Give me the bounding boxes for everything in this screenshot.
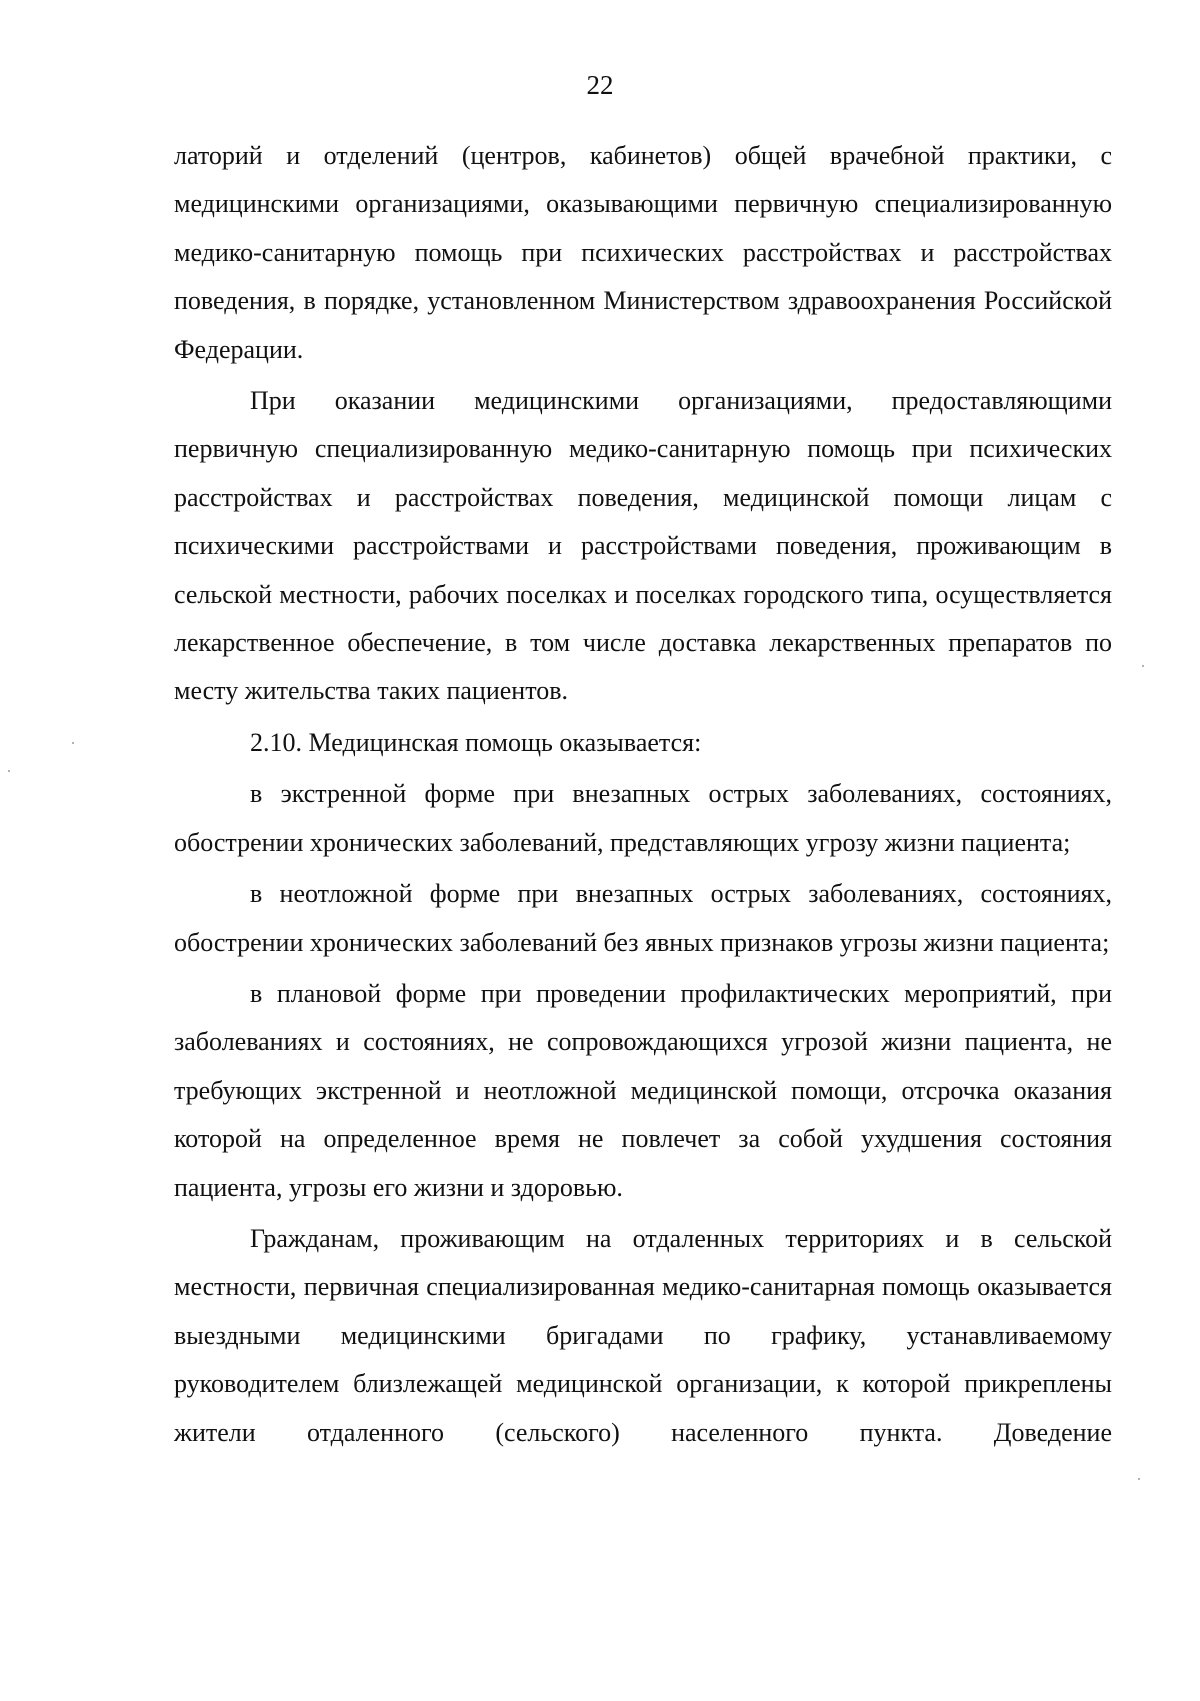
scan-speck — [8, 770, 10, 772]
scan-speck — [1142, 665, 1144, 667]
paragraph-remote-territories: Гражданам, проживающим на отдаленных территориях и в сельской местности, первичная специализированная медико-санитарная помощь оказывается выездными медицинскими бригадами по графику, устанавливаемому руководителем близлежащей медицинской организации, к которой прикреплены жители отдаленного (сельского) населенного пункта. Доведение — [174, 1223, 1112, 1447]
paragraph-section-2-10: 2.10. Медицинская помощь оказывается: — [250, 727, 702, 757]
paragraph-urgent-form: в неотложной форме при внезапных острых заболеваниях, состояниях, обострении хронических заболеваний без явных признаков угрозы жизни пациента; — [174, 879, 1112, 957]
paragraph-planned-form: в плановой форме при проведении профилактических мероприятий, при заболеваниях и состояниях, не сопровождающихся угрозой жизни пациента, не требующих экстренной и неотложной медицинской помощи, отсрочка оказания которой на определенное время не повлечет за собой ухудшения состояния пациента, угрозы его жизни и здоровью. — [174, 978, 1112, 1202]
document-body — [174, 132, 1112, 1457]
paragraph-drug-provision: При оказании медицинскими организациями, предоставляющими первичную специализированную медико-санитарную помощь при психических расстройствах и расстройствах поведения, медицинской помощи лицам с психическими расстройствами и расстройствами поведения, проживающим в сельской местности, рабочих поселках и поселках городского типа, осуществляется лекарственное обеспечение, в том числе доставка лекарственных препаратов по месту жительства таких пациентов. — [174, 386, 1112, 706]
scan-speck — [1138, 1478, 1140, 1480]
page-number: 22 — [586, 70, 614, 100]
paragraph-continuation: латорий и отделений (центров, кабинетов) общей врачебной практики, с медицинскими организациями, оказывающими первичную специализированную медико-санитарную помощь при психических расстройствах и расстройствах поведения, в порядке, установленном Министерством здравоохранения Российской Федерации. — [174, 141, 1112, 364]
paragraph-emergency-form: в экстренной форме при внезапных острых заболеваниях, состояниях, обострении хронических заболеваний, представляющих угрозу жизни пациента; — [174, 779, 1112, 857]
scan-speck — [72, 742, 74, 744]
